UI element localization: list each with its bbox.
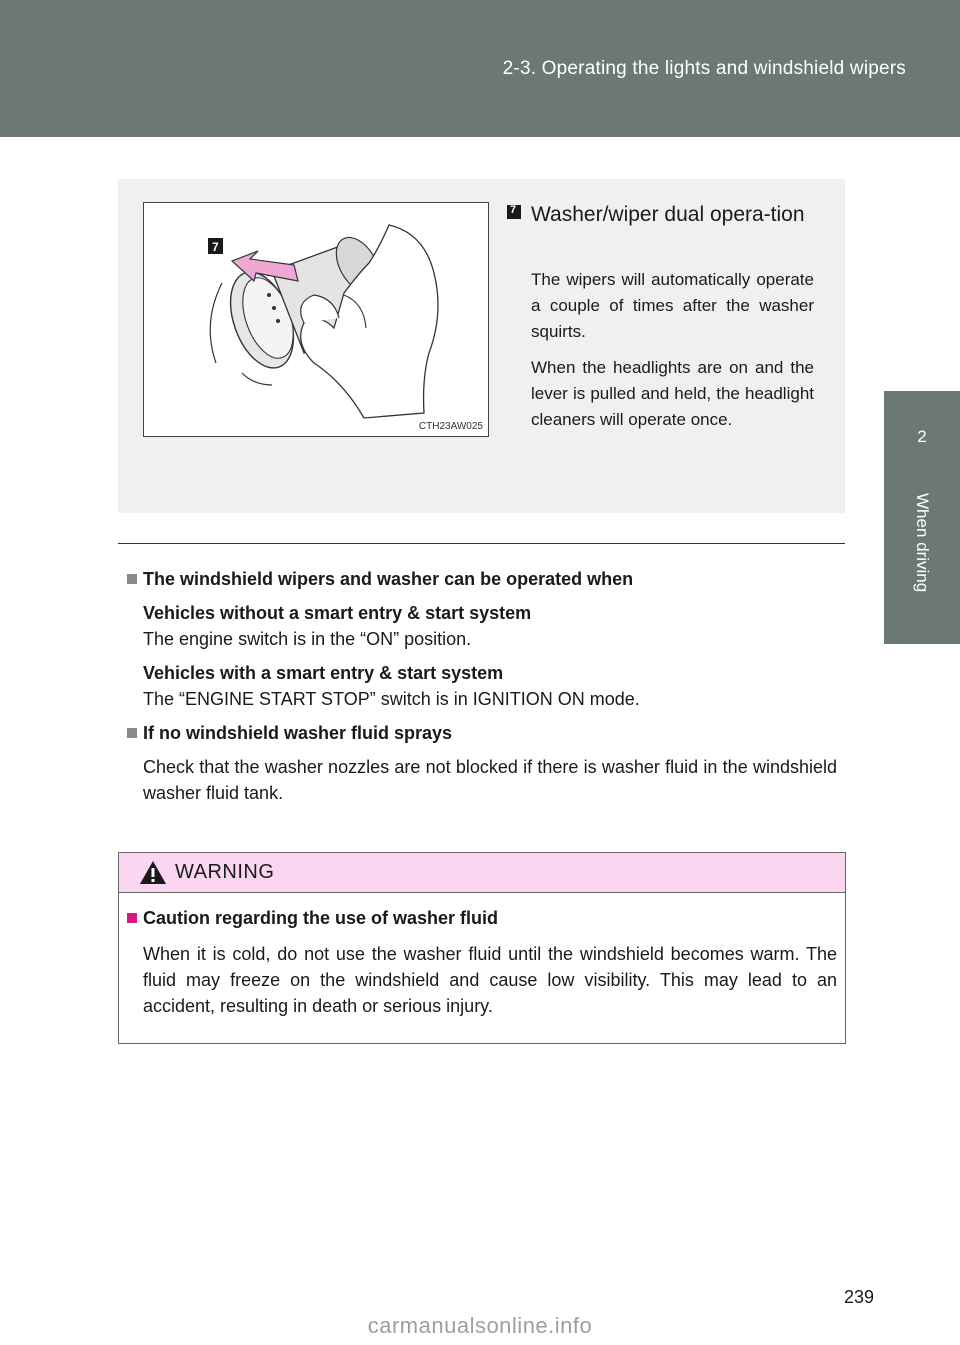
note-heading bbox=[127, 720, 837, 746]
bullet-square-icon bbox=[127, 728, 137, 738]
warning-triangle-icon bbox=[139, 860, 167, 885]
page-number: 239 bbox=[843, 1287, 874, 1307]
page-header bbox=[0, 0, 960, 137]
warning-header bbox=[119, 853, 845, 893]
bullet-square-icon bbox=[127, 913, 137, 923]
wiper-lever-illustration bbox=[143, 202, 489, 437]
warning-heading bbox=[127, 908, 498, 929]
chapter-label: When driving bbox=[913, 493, 932, 593]
item-description bbox=[531, 267, 814, 443]
chapter-number: 2 bbox=[917, 427, 927, 446]
note-text: The engine switch is in the “ON” position. bbox=[143, 629, 472, 649]
callout-number: 7 bbox=[212, 240, 219, 254]
item-title: Washer/wiper dual opera-tion bbox=[531, 203, 805, 226]
item-paragraph: When the headlights are on and the lever is pulled and held, the headlight cleaners will operate once. bbox=[531, 358, 814, 429]
warning-heading-text: Caution regarding the use of washer fluid bbox=[143, 908, 499, 928]
section-title: 2-3. Operating the lights and windshield wipers bbox=[502, 58, 906, 79]
note-text: Check that the washer nozzles are not blocked if there is washer fluid in the windshield washer fluid tank. bbox=[143, 757, 837, 803]
side-tab-spacer bbox=[884, 137, 960, 391]
warning-text: When it is cold, do not use the washer fluid until the windshield becomes warm. The fluid may freeze on the windshield and cause low visibility. This may lead to an accident, resulting in death or serious injury. bbox=[143, 944, 837, 1016]
notes-section bbox=[127, 566, 837, 806]
note-subheading: Vehicles without a smart entry & start system bbox=[143, 603, 532, 623]
illustration-panel bbox=[118, 179, 845, 513]
chapter-tab[interactable] bbox=[884, 391, 960, 644]
note-text: The “ENGINE START STOP” switch is in IGNITION ON mode. bbox=[143, 689, 640, 709]
note-heading-text: If no windshield washer fluid sprays bbox=[143, 723, 453, 743]
item-paragraph: The wipers will automatically operate a couple of times after the washer squirts. bbox=[531, 270, 814, 341]
lever-drawing bbox=[144, 203, 488, 436]
note-heading-text: The windshield wipers and washer can be operated when bbox=[143, 569, 634, 589]
note-heading bbox=[127, 566, 837, 592]
warning-box bbox=[118, 852, 846, 1044]
note-subheading: Vehicles with a smart entry & start system bbox=[143, 663, 504, 683]
bullet-square-icon bbox=[127, 574, 137, 584]
section-divider bbox=[118, 543, 845, 544]
illustration-code: CTH23AW025 bbox=[418, 421, 483, 432]
watermark: carmanualsonline.info bbox=[367, 1313, 593, 1338]
warning-label: WARNING bbox=[175, 861, 275, 883]
item-marker-icon bbox=[507, 205, 521, 219]
